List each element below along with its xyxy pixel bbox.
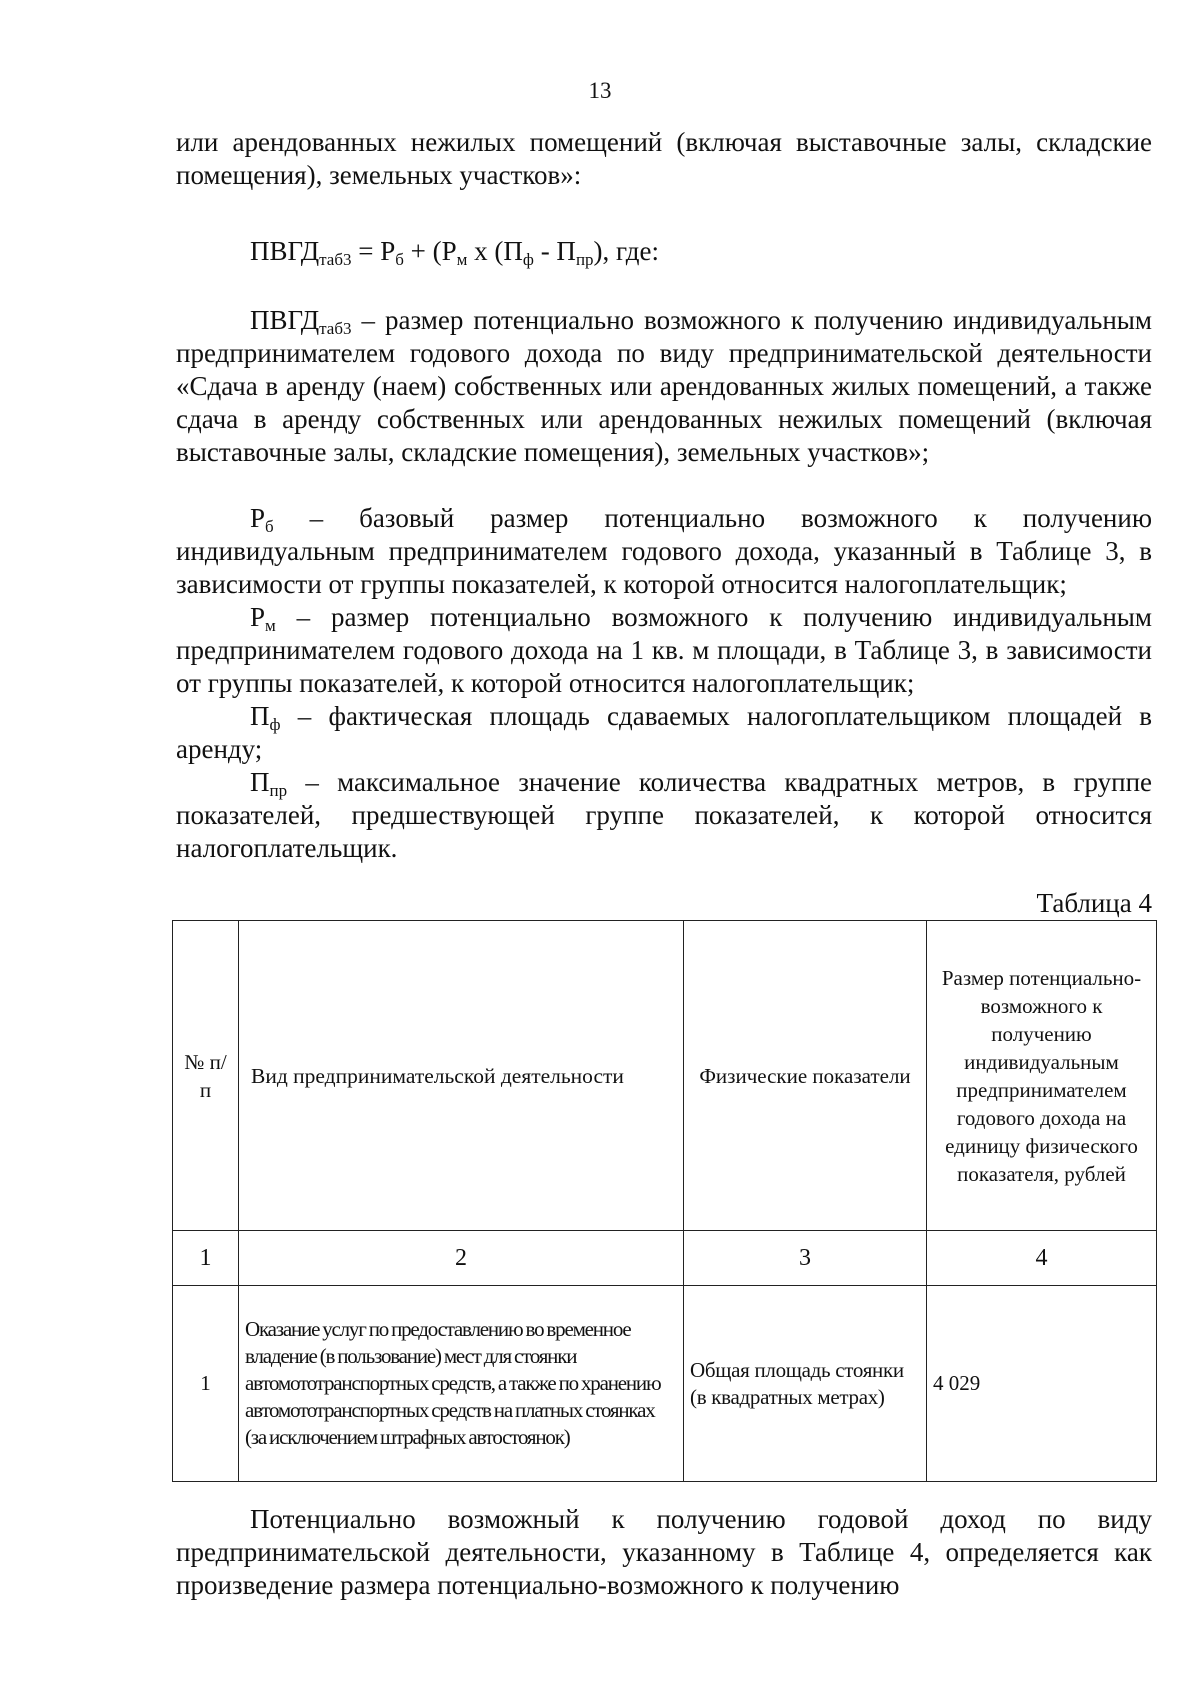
row-amount: 4 029 — [927, 1286, 1157, 1482]
definition-pvgd: $ПВГД_{таб3}$ – размер потенциально возможного к получению индивидуальным предпринимателем годового дохода по виду предпринимательской деятельности «Сдача в аренду (наем) собственных или арендованных жилых помещений, а также сдача в аренду собственных или арендованных нежилых помещений (включая выставочные залы, складские помещения), земельных участков»; — [176, 305, 1152, 467]
table-header-row — [173, 921, 1157, 1231]
table-row — [173, 1286, 1157, 1482]
header-indicators: Физические показатели — [684, 921, 927, 1231]
definition-pf: $П_ф$ – фактическая площадь сдаваемых налогоплательщиком площадей в аренду; — [176, 701, 1152, 764]
column-number-row — [173, 1231, 1157, 1286]
row-activity: Оказание услуг по предоставлению во временное владение (в пользование) мест для стоянки автомототранспортных средств, а также по хранению автомототранспортных средств на платных стоянках (за исключением штрафных автостоянок) — [239, 1286, 684, 1482]
page-number: 13 — [588, 78, 612, 103]
definition-rm: $Р_м$ – размер потенциально возможного к получению индивидуальным предпринимателем годового дохода на 1 кв. м площади, в Таблице 3, в зависимости от группы показателей, к которой относится налогоплательщик; — [176, 602, 1152, 698]
column-number: 4 — [927, 1231, 1157, 1286]
intro-paragraph: или арендованных нежилых помещений (включая выставочные залы, складские помещения), земельных участков»: — [176, 127, 1152, 190]
column-number: 1 — [173, 1231, 239, 1286]
closing-paragraph: Потенциально возможный к получению годовой доход по виду предпринимательской деятельности, указанному в Таблице 4, определяется как произведение размера потенциально-возможного к получению — [176, 1504, 1152, 1600]
column-number: 2 — [239, 1231, 684, 1286]
column-number: 3 — [684, 1231, 927, 1286]
definition-rb: $Р_б$ – базовый размер потенциально возможного к получению индивидуальным предпринимателем годового дохода, указанный в Таблице 3, в зависимости от группы показателей, к которой относится налогоплательщик; — [176, 503, 1152, 599]
header-amount: Размер потенциально-возможного к получению индивидуальным предпринимателем годового дохода на единицу физического показателя, рублей — [927, 921, 1157, 1231]
row-number: 1 — [173, 1286, 239, 1482]
row-indicator: Общая площадь стоянки (в квадратных метрах) — [684, 1286, 927, 1482]
table-4 — [172, 920, 1157, 1482]
formula: $ПВГД_{таб3} = Р_б + (Р_м$ х $(П_ф - П_{пр})$, где: — [250, 236, 659, 269]
table-caption: Таблица 4 — [1036, 888, 1152, 918]
header-number: № п/п — [173, 921, 239, 1231]
header-activity: Вид предпринимательской деятельности — [239, 921, 684, 1231]
definition-ppr: $П_{пр}$ – максимальное значение количества квадратных метров, в группе показателей, предшествующей группе показателей, к которой относится налогоплательщик. — [176, 767, 1152, 863]
